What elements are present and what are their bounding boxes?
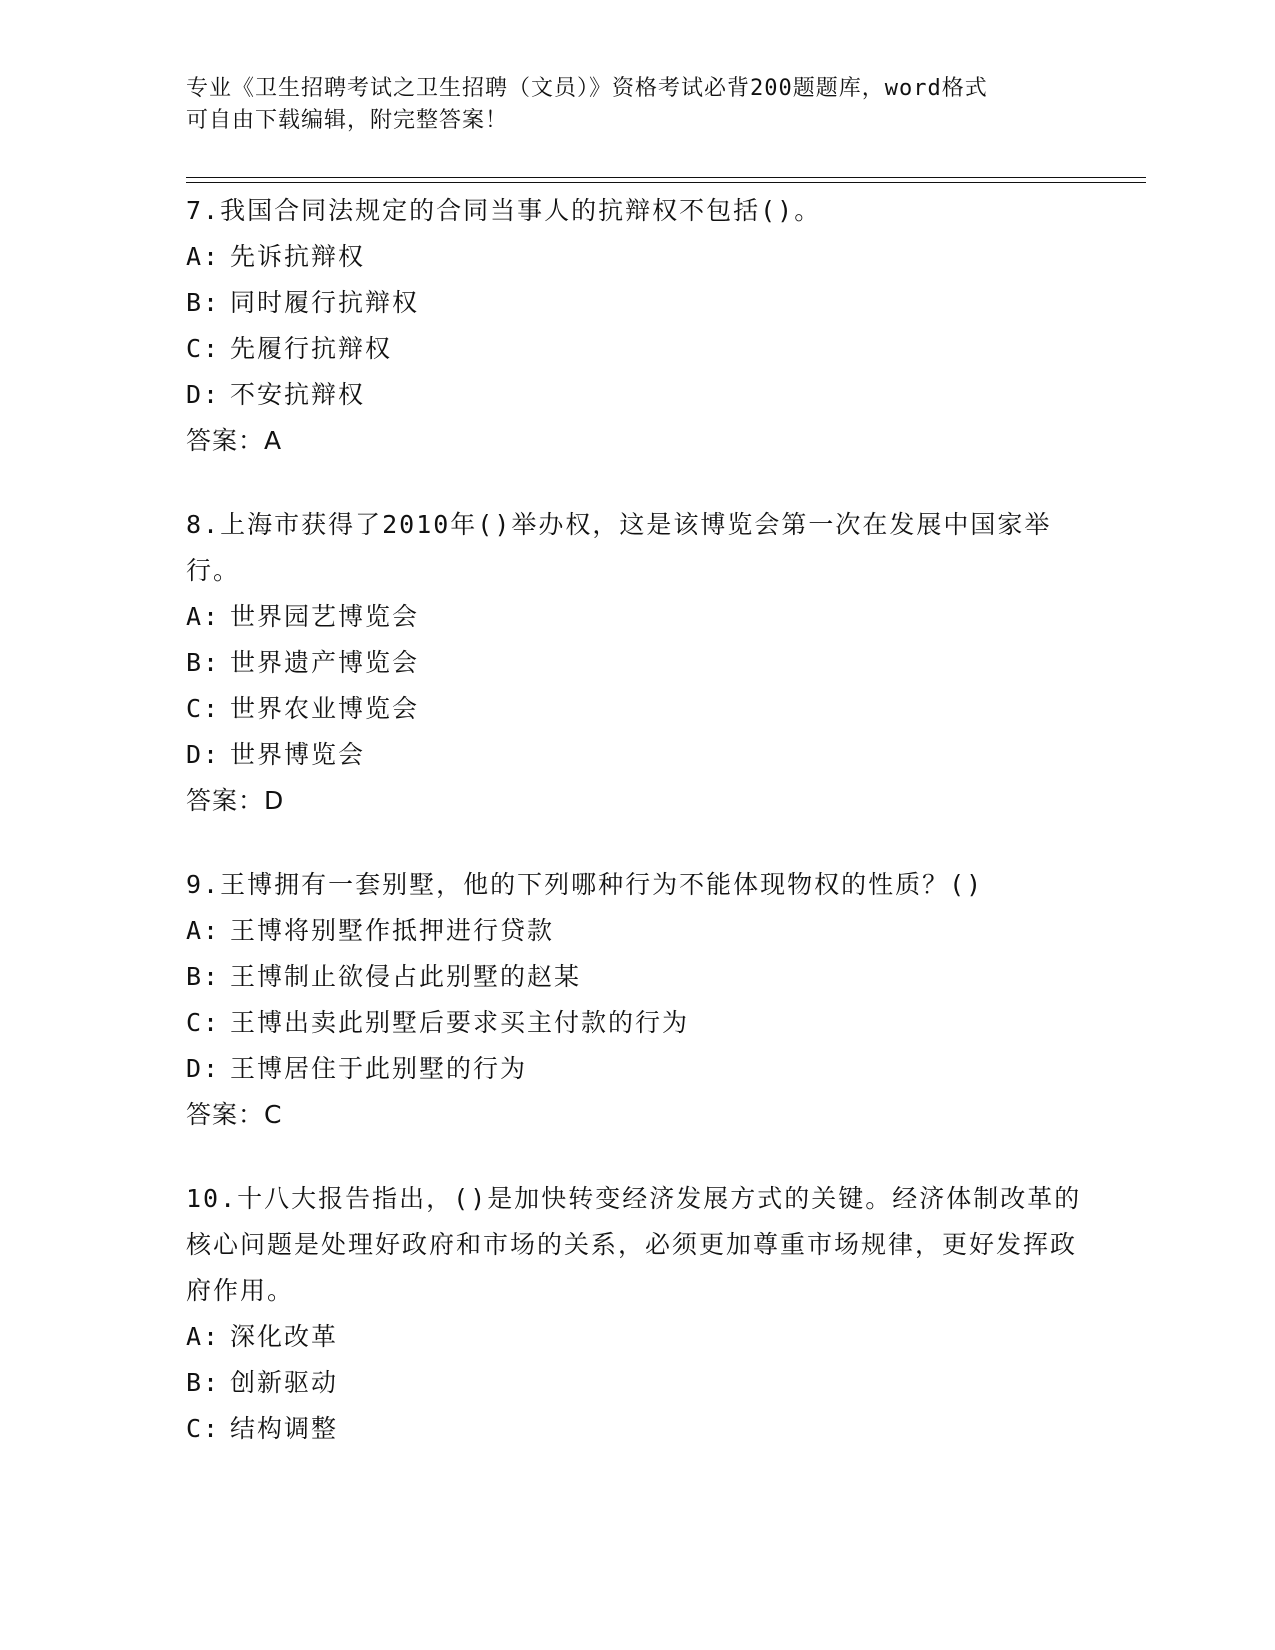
option-text: 先履行抗辩权 bbox=[230, 334, 393, 363]
question-item bbox=[186, 862, 1086, 1138]
option-text: 结构调整 bbox=[230, 1414, 339, 1443]
option-text: 王博居住于此别墅的行为 bbox=[230, 1054, 528, 1083]
header-title-line-2: 可自由下载编辑，附完整答案！ bbox=[186, 108, 509, 133]
option-b bbox=[186, 1360, 1086, 1406]
option-text: 世界农业博览会 bbox=[230, 694, 420, 723]
option-c bbox=[186, 686, 1086, 732]
question-text: 7.我国合同法规定的合同当事人的抗辩权不包括()。 bbox=[186, 196, 822, 225]
option-letter: C: bbox=[186, 1008, 221, 1037]
question-text: 10.十八大报告指出，()是加快转变经济发展方式的关键。经济体制改革的核心问题是处理好政府和市场的关系，必须更加尊重市场规律，更好发挥政府作用。 bbox=[186, 1184, 1082, 1305]
question-list bbox=[186, 188, 1086, 1490]
option-letter: B: bbox=[186, 962, 221, 991]
option-d bbox=[186, 1046, 1086, 1092]
option-b bbox=[186, 640, 1086, 686]
option-letter: C: bbox=[186, 334, 221, 363]
option-c bbox=[186, 1406, 1086, 1452]
document-header bbox=[186, 73, 1086, 137]
option-letter: B: bbox=[186, 1368, 221, 1397]
option-text: 创新驱动 bbox=[230, 1368, 339, 1397]
option-letter: D: bbox=[186, 1054, 221, 1083]
option-text: 世界园艺博览会 bbox=[230, 602, 420, 631]
option-a bbox=[186, 234, 1086, 280]
question-item bbox=[186, 188, 1086, 464]
option-letter: B: bbox=[186, 288, 221, 317]
option-text: 同时履行抗辩权 bbox=[230, 288, 420, 317]
option-text: 世界博览会 bbox=[230, 740, 366, 769]
option-d bbox=[186, 732, 1086, 778]
option-d bbox=[186, 372, 1086, 418]
option-letter: C: bbox=[186, 694, 221, 723]
option-letter: D: bbox=[186, 740, 221, 769]
option-letter: A: bbox=[186, 242, 221, 271]
option-a bbox=[186, 1314, 1086, 1360]
option-text: 不安抗辩权 bbox=[230, 380, 366, 409]
header-divider-bottom bbox=[186, 182, 1146, 183]
option-letter: D: bbox=[186, 380, 221, 409]
question-text: 9.王博拥有一套别墅，他的下列哪种行为不能体现物权的性质？() bbox=[186, 870, 984, 899]
option-letter: A: bbox=[186, 916, 221, 945]
option-letter: A: bbox=[186, 602, 221, 631]
option-text: 世界遗产博览会 bbox=[230, 648, 420, 677]
option-b bbox=[186, 280, 1086, 326]
option-letter: C: bbox=[186, 1414, 221, 1443]
answer-line: 答案：A bbox=[186, 426, 283, 455]
answer-line: 答案：C bbox=[186, 1100, 283, 1129]
option-a bbox=[186, 594, 1086, 640]
question-item bbox=[186, 502, 1086, 824]
option-text: 深化改革 bbox=[230, 1322, 339, 1351]
option-text: 王博制止欲侵占此别墅的赵某 bbox=[230, 962, 582, 991]
answer-line: 答案：D bbox=[186, 786, 285, 815]
option-c bbox=[186, 326, 1086, 372]
option-text: 先诉抗辩权 bbox=[230, 242, 366, 271]
option-a bbox=[186, 908, 1086, 954]
header-title-line-1: 专业《卫生招聘考试之卫生招聘（文员）》资格考试必背200题题库，word格式 bbox=[186, 76, 988, 101]
header-divider-top bbox=[186, 177, 1146, 178]
option-b bbox=[186, 954, 1086, 1000]
option-letter: A: bbox=[186, 1322, 221, 1351]
option-text: 王博将别墅作抵押进行贷款 bbox=[230, 916, 555, 945]
question-text: 8.上海市获得了2010年()举办权，这是该博览会第一次在发展中国家举行。 bbox=[186, 510, 1052, 585]
option-text: 王博出卖此别墅后要求买主付款的行为 bbox=[230, 1008, 690, 1037]
option-letter: B: bbox=[186, 648, 221, 677]
option-c bbox=[186, 1000, 1086, 1046]
question-item bbox=[186, 1176, 1086, 1452]
